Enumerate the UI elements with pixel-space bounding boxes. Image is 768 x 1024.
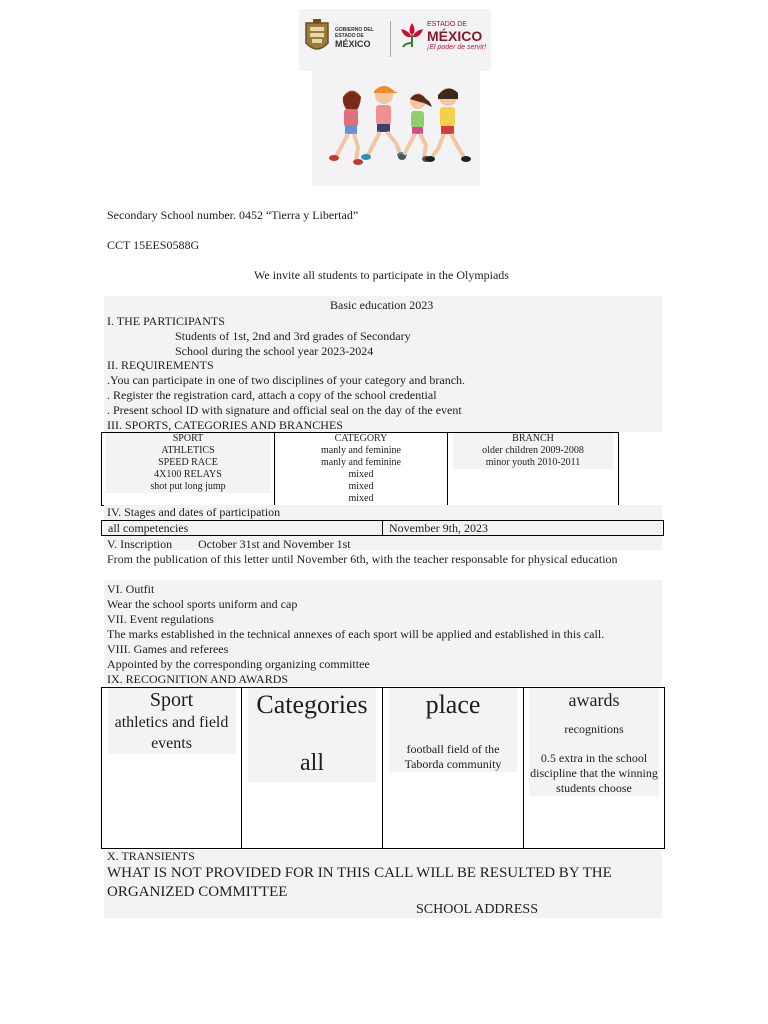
- section-requirements-heading: II. REQUIREMENTS: [107, 358, 214, 372]
- category-item: mixed: [348, 469, 374, 480]
- subtitle: Basic education 2023: [330, 298, 434, 312]
- branch-item: older children 2009-2008: [482, 445, 584, 456]
- edo-logo-line1: ESTADO DE: [427, 21, 467, 28]
- sport-item: ATHLETICS: [161, 445, 215, 456]
- awards-sport-header: Sport: [149, 689, 194, 711]
- branch-item: minor youth 2010-2011: [485, 457, 581, 468]
- gov-logo-line2: ESTADO DE: [335, 33, 364, 39]
- awards-awards-value: 0.5 extra in the school discipline that the winning students choose: [530, 751, 658, 795]
- category-item: mixed: [348, 493, 374, 504]
- participants-line2: School during the school year 2023-2024: [175, 344, 374, 358]
- running-kids-illustration: [312, 71, 480, 186]
- gov-logo-line3: MÉXICO: [335, 39, 371, 49]
- awards-category-cell: [242, 688, 383, 849]
- section-sports-heading: III. SPORTS, CATEGORIES AND BRANCHES: [107, 418, 343, 432]
- section-participants-heading: I. THE PARTICIPANTS: [107, 314, 225, 328]
- gov-logo-text: [335, 27, 374, 49]
- awards-category-header: Categories: [256, 690, 368, 719]
- school-name: Secondary School number. 0452 “Tierra y Libertad”: [107, 208, 359, 222]
- edo-logo-slogan: ¡El poder de servir!: [427, 44, 487, 51]
- section-inscription-heading: V. Inscription: [107, 537, 173, 551]
- government-logo-banner: [299, 9, 491, 71]
- stages-col2: November 9th, 2023: [383, 521, 664, 536]
- category-item: manly and feminine: [321, 457, 401, 468]
- invitation-text: We invite all students to participate in the Olympiads: [254, 268, 509, 282]
- category-item: mixed: [348, 481, 374, 492]
- section-games-heading: VIII. Games and referees: [107, 642, 229, 656]
- sport-column: [102, 433, 275, 506]
- games-text: Appointed by the corresponding organizing committee: [107, 657, 370, 671]
- awards-awards-header: awards: [568, 690, 620, 710]
- awards-awards-cell: [524, 688, 665, 849]
- category-header: CATEGORY: [334, 433, 388, 444]
- inscription-dates: October 31st and November 1st: [198, 537, 351, 551]
- running-kids-icon: [312, 71, 480, 186]
- regulations-text: The marks established in the technical annexes of each sport will be applied and established in this call.: [107, 627, 605, 641]
- requirements-line2: . Register the registration card, attach a copy of the school credential: [107, 388, 437, 402]
- sport-item: shot put long jump: [150, 481, 226, 492]
- outfit-text: Wear the school sports uniform and cap: [107, 597, 298, 611]
- awards-table: [101, 687, 665, 849]
- gov-logo-line1: GOBIERNO DEL: [335, 27, 374, 33]
- school-address-label: SCHOOL ADDRESS: [416, 902, 539, 917]
- logo-divider: [390, 21, 391, 57]
- section-awards-heading: IX. RECOGNITION AND AWARDS: [107, 672, 289, 686]
- inscription-detail: From the publication of this letter until November 6th, with the teacher responsable for physical education: [107, 552, 618, 566]
- awards-place-header: place: [425, 690, 481, 719]
- stages-table: [101, 520, 664, 536]
- category-item: manly and feminine: [321, 445, 401, 456]
- branch-header: BRANCH: [512, 433, 554, 444]
- sport-header: SPORT: [172, 433, 204, 444]
- edo-logo-line2: MÉXICO: [427, 28, 483, 44]
- edo-logo-text: [427, 21, 486, 52]
- requirements-line1: .You can participate in one of two disciplines of your category and branch.: [107, 373, 466, 387]
- section-transients-heading: X. TRANSIENTS: [107, 849, 195, 863]
- transients-line1: WHAT IS NOT PROVIDED FOR IN THIS CALL WILL BE RESULTED BY THE: [107, 865, 612, 881]
- sport-item: SPEED RACE: [158, 457, 218, 468]
- section-stages-heading: IV. Stages and dates of participation: [107, 505, 281, 519]
- awards-sport-cell: [102, 688, 242, 849]
- category-column: [275, 433, 448, 506]
- sport-item: 4X100 RELAYS: [154, 469, 222, 480]
- awards-category-value: all: [300, 750, 324, 776]
- stages-col1: all competencies: [102, 521, 383, 536]
- flower-emblem-icon: [397, 21, 427, 49]
- awards-awards-subheader: recognitions: [564, 722, 624, 736]
- branch-column: [448, 433, 619, 506]
- section-outfit-heading: VI. Outfit: [107, 582, 155, 596]
- awards-sport-value: athletics and field events: [114, 714, 229, 752]
- requirements-line3: . Present school ID with signature and official seal on the day of the event: [107, 403, 462, 417]
- coat-of-arms-icon: [303, 19, 331, 57]
- awards-place-value: football field of the Taborda community: [404, 742, 502, 771]
- cct-code: CCT 15EES0588G: [107, 238, 200, 252]
- section-regulations-heading: VII. Event regulations: [107, 612, 214, 626]
- sports-table: [101, 432, 619, 506]
- participants-line1: Students of 1st, 2nd and 3rd grades of Secondary: [175, 329, 411, 343]
- awards-place-cell: [383, 688, 524, 849]
- transients-line2: ORGANIZED COMMITTEE: [107, 884, 288, 900]
